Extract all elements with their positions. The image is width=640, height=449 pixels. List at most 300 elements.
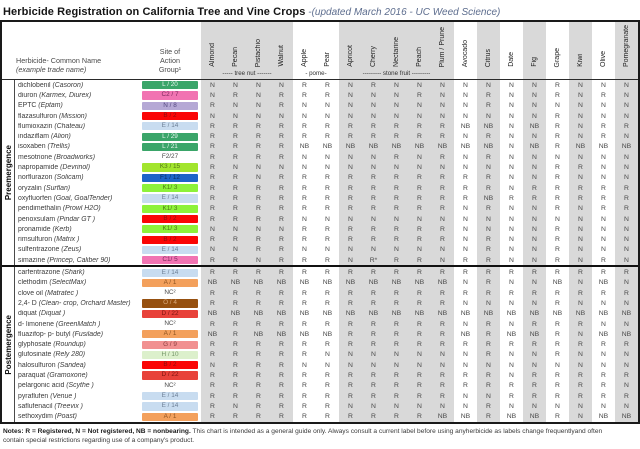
registration-cell: R: [555, 256, 560, 264]
herbicide-common-name: flumioxazin: [18, 122, 55, 130]
herbicide-trade-name: (Clean- crop, Orchard Master): [38, 299, 131, 307]
registration-cell: N: [532, 246, 537, 254]
herbicide-trade-name: (Matratec ): [44, 289, 79, 297]
registration-cell: NB: [437, 143, 448, 151]
soa-cell: [139, 310, 201, 318]
herbicide-name: [15, 236, 139, 243]
registration-cell: N: [578, 225, 583, 233]
registration-cell: R: [256, 122, 261, 130]
crop-column-header: [408, 22, 431, 68]
registration-cell: R: [578, 320, 583, 328]
registration-cell: N: [509, 236, 514, 244]
registration-cell: N: [371, 102, 376, 110]
registration-cell: R: [486, 205, 491, 213]
registration-cell: N: [325, 112, 330, 120]
registration-cell: R: [601, 269, 606, 277]
table-row: [15, 131, 638, 141]
section-postemergence: [2, 265, 638, 422]
soa-cell: [139, 184, 201, 192]
herbicide-trade-name: (Pindar GT ): [57, 215, 95, 223]
crop-label: Citrus: [485, 48, 492, 67]
registration-cell: R: [325, 184, 330, 192]
table-row: [15, 340, 638, 350]
registration-cell: N: [486, 392, 491, 400]
registration-cell: R: [302, 236, 307, 244]
table-row: [15, 370, 638, 380]
registration-cell: R: [486, 91, 491, 99]
table-row: [15, 90, 638, 100]
registration-cell: R: [371, 372, 376, 380]
registration-cell: N: [578, 102, 583, 110]
registration-cell: R: [578, 372, 583, 380]
registration-cell: R: [348, 330, 353, 338]
registration-cell: R: [555, 122, 560, 130]
soa-badge: L / 20: [142, 81, 198, 89]
registration-cell: R: [210, 269, 215, 277]
herbicide-common-name: oryzalin: [18, 184, 44, 192]
registration-cell: R: [486, 279, 491, 287]
registration-cell: R: [279, 215, 284, 223]
registration-cell: R: [555, 289, 560, 297]
herbicide-common-name: halosulfuron: [18, 361, 58, 369]
registration-cell: R: [233, 256, 238, 264]
registration-cell: R: [532, 392, 537, 400]
registration-cell: R: [371, 205, 376, 213]
registration-cell: N: [486, 299, 491, 307]
registration-cell: NB: [460, 413, 471, 421]
registration-cell: R: [486, 153, 491, 161]
registration-cell: N: [578, 351, 583, 359]
table-row: [15, 111, 638, 121]
registration-cell: R: [233, 392, 238, 400]
crop-group-label: - pome-: [305, 70, 327, 77]
registration-cell: NB: [253, 330, 264, 338]
registration-cell: N: [417, 164, 422, 172]
registration-cell: R: [348, 269, 353, 277]
registration-cell: R: [394, 153, 399, 161]
registration-cell: R: [325, 372, 330, 380]
registration-cell: R: [325, 133, 330, 141]
registration-cell: N: [440, 91, 445, 99]
herbicide-trade-name: (Karmex, Diurex): [39, 91, 92, 99]
registration-cell: R: [325, 256, 330, 264]
registration-cell: R: [325, 81, 330, 89]
registration-cell: R: [486, 236, 491, 244]
registration-cell: R: [348, 299, 353, 307]
registration-cell: R: [463, 382, 468, 390]
registration-cell: R: [233, 372, 238, 380]
registration-cell: R: [371, 330, 376, 338]
registration-cell: N: [394, 91, 399, 99]
registration-cell: NB: [276, 310, 287, 318]
registration-cell: R: [486, 289, 491, 297]
table-row: [15, 234, 638, 244]
registration-cell: R: [371, 174, 376, 182]
registration-cell: R: [233, 269, 238, 277]
registration-cell: R: [417, 174, 422, 182]
registration-cell: NB: [552, 279, 563, 287]
registration-cell: R: [210, 102, 215, 110]
registration-cell: R: [624, 392, 629, 400]
footnote-text: This chart is intended as a general guide only. Always consult a current label before using anyherbicide as labels change frequentlyand often: [190, 428, 603, 435]
registration-cell: R: [601, 205, 606, 213]
registration-cell: R: [256, 341, 261, 349]
herbicide-trade-name: (Trellis): [47, 143, 70, 151]
section-label: Postemergence: [3, 314, 13, 375]
registration-cell: R: [486, 382, 491, 390]
registration-cell: N: [532, 351, 537, 359]
crop-header-row: [201, 22, 638, 68]
registration-cell: NB: [506, 310, 517, 318]
registration-cell: R: [371, 133, 376, 141]
table-row: [15, 101, 638, 111]
registration-cell: N: [624, 361, 629, 369]
registration-cell: R: [394, 194, 399, 202]
registration-cell: R: [486, 341, 491, 349]
registration-cell: N: [509, 143, 514, 151]
registration-cell: R: [578, 269, 583, 277]
registration-cell: N: [532, 133, 537, 141]
crop-column-header: [339, 22, 362, 68]
registration-cell: R: [463, 341, 468, 349]
soa-cell: [139, 289, 201, 297]
registration-cell: N: [555, 361, 560, 369]
registration-cell: R: [624, 122, 629, 130]
registration-cell: R: [371, 269, 376, 277]
crop-column-header: [454, 22, 477, 68]
registration-cell: R: [601, 194, 606, 202]
herbicide-common-name: 2,4- D: [18, 299, 39, 307]
herbicide-trade-name: (Venue ): [50, 392, 77, 400]
registration-cell: R: [302, 392, 307, 400]
registration-cell: N: [578, 402, 583, 410]
soa-cell: [139, 143, 201, 151]
herbicide-trade-name: (Mission): [58, 112, 87, 120]
registration-cell: N: [624, 256, 629, 264]
registration-cell: N: [440, 164, 445, 172]
registration-cell: NB: [345, 143, 356, 151]
registration-cell: N: [440, 246, 445, 254]
registration-cell: R: [325, 122, 330, 130]
soa-cell: [139, 299, 201, 307]
registration-cell: N: [624, 102, 629, 110]
registration-cell: NB: [437, 310, 448, 318]
registration-cell: N: [348, 102, 353, 110]
crop-column-header: [569, 22, 592, 68]
registration-cell: R: [463, 174, 468, 182]
registration-cell: R: [325, 269, 330, 277]
registration-cell: R: [325, 320, 330, 328]
registration-cell: R: [279, 205, 284, 213]
registration-cell: N: [394, 246, 399, 254]
registration-cell: N: [348, 361, 353, 369]
registration-cell: N: [624, 299, 629, 307]
registration-cell: R: [440, 330, 445, 338]
title-main-text: Herbicide Registration on California Tree and Vine Crops: [3, 6, 306, 18]
registration-cell: R: [233, 330, 238, 338]
registration-cell: N: [210, 81, 215, 89]
soa-badge: NC²: [164, 381, 176, 389]
registration-cell: R: [486, 174, 491, 182]
registration-cell: N: [348, 351, 353, 359]
registration-cell: R: [394, 330, 399, 338]
registration-cell: N: [601, 236, 606, 244]
soa-cell: [139, 402, 201, 410]
registration-cell: R: [325, 341, 330, 349]
registration-cell: N: [463, 153, 468, 161]
registration-cell: NB: [276, 279, 287, 287]
registration-cell: R: [440, 269, 445, 277]
registration-cell: N: [601, 81, 606, 89]
soa-badge: F2/27: [161, 153, 179, 161]
registration-cell: R: [555, 205, 560, 213]
registration-cell: NB: [299, 143, 310, 151]
crop-label: Kiwi: [577, 54, 584, 67]
registration-cell: N: [624, 215, 629, 223]
registration-cell: R: [440, 320, 445, 328]
registration-cell: R: [486, 351, 491, 359]
soa-cell: [139, 122, 201, 130]
registration-cell: N: [624, 236, 629, 244]
registration-cell: NB: [437, 279, 448, 287]
registration-cell: R: [532, 320, 537, 328]
registration-cell: R: [233, 299, 238, 307]
registration-cell: R: [417, 184, 422, 192]
registration-cell: R: [256, 194, 261, 202]
registration-cell: N: [463, 102, 468, 110]
registration-cell: R: [210, 413, 215, 421]
registration-cell: N: [624, 133, 629, 141]
registration-cell: N: [578, 133, 583, 141]
registration-cell: N: [601, 174, 606, 182]
soa-badge: D / 22: [142, 371, 198, 379]
herbicide-name: [15, 382, 139, 389]
registration-cell: N: [486, 215, 491, 223]
crop-label: Date: [508, 52, 515, 67]
herbicide-name: [15, 341, 139, 348]
registration-cell: R: [210, 320, 215, 328]
registration-cell: N: [348, 153, 353, 161]
registration-cell: R: [532, 341, 537, 349]
section-preemergence: [2, 80, 638, 265]
registration-cell: N: [394, 164, 399, 172]
registration-cell: N: [463, 351, 468, 359]
crop-column-header: [247, 22, 270, 68]
footnotes: [3, 427, 638, 445]
registration-cell: R: [348, 122, 353, 130]
registration-cell: N: [624, 246, 629, 254]
registration-cell: R: [371, 225, 376, 233]
registration-cell: N: [578, 279, 583, 287]
registration-cell: R: [555, 392, 560, 400]
herbicide-common-name: napropamide: [18, 164, 61, 172]
registration-cell: N: [417, 402, 422, 410]
soa-badge: K1/ 3: [142, 225, 198, 233]
registration-cell: R: [348, 372, 353, 380]
registration-cell: R: [279, 382, 284, 390]
soa-badge: K1/ 3: [142, 184, 198, 192]
soa-cell: [139, 133, 201, 141]
herbicide-common-name: flazasulfuron: [18, 112, 59, 120]
registration-cell: N: [394, 215, 399, 223]
registration-cell: R: [371, 122, 376, 130]
registration-cell: N: [601, 351, 606, 359]
herbicide-trade-name: (Goal, GoalTender): [53, 194, 113, 202]
herbicide-name: [15, 164, 139, 171]
herbicide-name: [15, 372, 139, 379]
soa-badge: N / 8: [142, 102, 198, 110]
registration-cell: R: [440, 299, 445, 307]
registration-cell: R: [394, 174, 399, 182]
registration-cell: R: [394, 236, 399, 244]
herbicide-name: [15, 82, 139, 89]
registration-cell: R: [279, 289, 284, 297]
registration-cell: R: [279, 320, 284, 328]
soa-badge: A / 1: [142, 279, 198, 287]
registration-cell: R: [210, 236, 215, 244]
registration-cell: NB: [598, 310, 609, 318]
table-row: [15, 401, 638, 411]
registration-cell: R: [348, 413, 353, 421]
registration-cell: N: [555, 153, 560, 161]
registration-cell: N: [348, 164, 353, 172]
registration-cell: R: [624, 269, 629, 277]
herbicide-trade-name: (SelectMax): [49, 279, 87, 287]
registration-cell: N: [509, 402, 514, 410]
footnote-legend: Notes: R = Registered, N = Not registered, NB = nonbearing.: [3, 428, 191, 435]
registration-cell: R: [440, 225, 445, 233]
registration-cell: NB: [322, 279, 333, 287]
registration-cell: N: [486, 164, 491, 172]
herbicide-trade-name: (Diquat ): [38, 310, 66, 318]
registration-cell: NB: [207, 310, 218, 318]
registration-cell: R: [325, 392, 330, 400]
registration-cell: R: [486, 330, 491, 338]
registration-cell: R: [256, 269, 261, 277]
registration-cell: R: [394, 392, 399, 400]
registration-cell: N: [463, 215, 468, 223]
crop-label: Apple: [301, 49, 308, 67]
registration-cell: R: [256, 215, 261, 223]
herbicide-name: [15, 310, 139, 317]
soa-cell: [139, 225, 201, 233]
registration-cell: NB: [529, 143, 540, 151]
registration-cell: R: [440, 236, 445, 244]
registration-cell: N: [463, 320, 468, 328]
registration-cell: N: [394, 351, 399, 359]
herbicide-trade-name: (Princep, Caliber 90): [47, 256, 111, 264]
herbicide-common-name: paraquat: [18, 372, 48, 380]
registration-cell: R: [233, 351, 238, 359]
registration-cell: R: [279, 246, 284, 254]
registration-cell: R: [233, 184, 238, 192]
registration-cell: N: [348, 402, 353, 410]
registration-cell: N: [624, 279, 629, 287]
crop-label: Pistachio: [255, 38, 262, 67]
registration-cell: R: [325, 194, 330, 202]
crop-label: Fig: [531, 57, 538, 67]
registration-cell: R: [555, 225, 560, 233]
registration-cell: N: [624, 91, 629, 99]
registration-cell: R: [578, 194, 583, 202]
crop-label: Walnut: [278, 45, 285, 67]
registration-cell: N: [509, 164, 514, 172]
registration-cell: N: [233, 112, 238, 120]
soa-cell: [139, 215, 201, 223]
registration-cell: NB: [575, 143, 586, 151]
registration-cell: N: [578, 361, 583, 369]
registration-cell: N: [440, 402, 445, 410]
registration-cell: N: [486, 225, 491, 233]
registration-cell: NB: [414, 143, 425, 151]
soa-cell: [139, 413, 201, 421]
soa-cell: [139, 382, 201, 390]
crop-column-header: [316, 22, 339, 68]
herbicide-common-name: pelargonic acid: [18, 382, 67, 390]
crop-label: Peach: [416, 47, 423, 67]
registration-cell: R: [279, 402, 284, 410]
registration-cell: N: [440, 361, 445, 369]
registration-cell: N: [624, 153, 629, 161]
registration-cell: R: [486, 269, 491, 277]
registration-cell: N: [210, 225, 215, 233]
registration-cell: R: [210, 256, 215, 264]
registration-cell: N: [532, 256, 537, 264]
registration-cell: NB: [207, 279, 218, 287]
registration-cell: N: [578, 153, 583, 161]
footnote-line1: [3, 427, 638, 436]
registration-cell: NB: [529, 122, 540, 130]
herbicide-common-name: diquat: [18, 310, 39, 318]
registration-cell: N: [325, 246, 330, 254]
registration-cell: R: [210, 289, 215, 297]
herbicide-common-name: clethodim: [18, 279, 50, 287]
registration-cell: R: [279, 102, 284, 110]
registration-cell: N: [440, 256, 445, 264]
registration-cell: N: [509, 205, 514, 213]
registration-cell: R: [233, 91, 238, 99]
table-header: [2, 22, 638, 80]
registration-cell: R: [256, 382, 261, 390]
registration-cell: NB: [460, 310, 471, 318]
registration-cell: N: [532, 112, 537, 120]
herbicide-name: [15, 300, 139, 307]
registration-cell: R: [601, 91, 606, 99]
table-row: [15, 309, 638, 319]
registration-cell: N: [440, 112, 445, 120]
registration-cell: N: [624, 351, 629, 359]
herbicide-name: [15, 195, 139, 202]
registration-cell: N: [440, 215, 445, 223]
registration-cell: R: [279, 194, 284, 202]
registration-cell: R: [233, 361, 238, 369]
herbicide-trade-name: (Prowl H2O): [62, 205, 101, 213]
registration-cell: R: [302, 299, 307, 307]
registration-cell: R: [555, 372, 560, 380]
herbicide-trade-name: (Broadworks): [54, 153, 95, 161]
registration-cell: R: [555, 133, 560, 141]
registration-cell: N: [371, 215, 376, 223]
registration-cell: N: [601, 153, 606, 161]
registration-cell: N: [578, 81, 583, 89]
section-label: Preemergence: [3, 145, 13, 201]
registration-cell: N: [509, 81, 514, 89]
registration-cell: N: [532, 225, 537, 233]
herbicide-common-name: dichlobenil: [18, 81, 53, 89]
soa-cell: [139, 205, 201, 213]
registration-cell: N: [348, 91, 353, 99]
herbicide-trade-name: (Rely 280): [53, 351, 86, 359]
